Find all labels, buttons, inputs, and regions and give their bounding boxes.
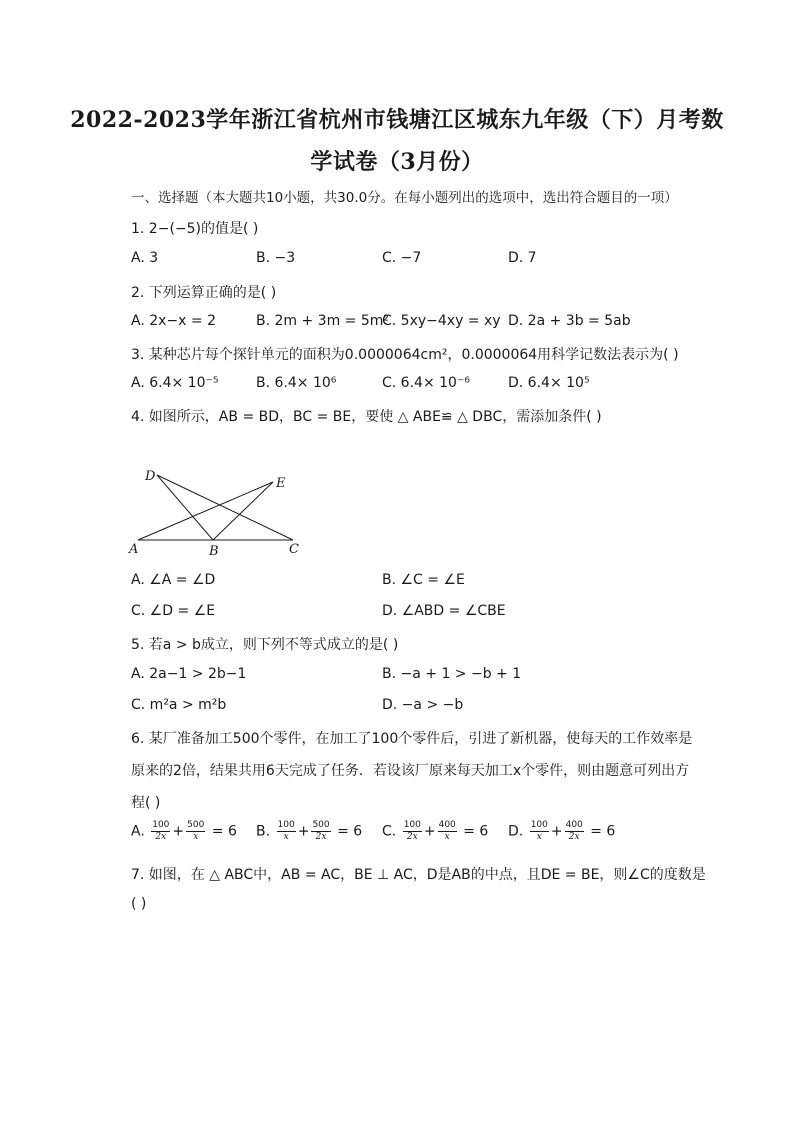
q6-option-a: A. $\frac{100}{2x}$ + $\frac{500}{x}$ = 6 (131, 820, 237, 842)
question-6-stem-line-3: 程( ) (131, 795, 161, 811)
label-d: D (145, 469, 156, 484)
rhs: = 6 (211, 823, 237, 840)
question-5-stem: 5. 若a > b成立，则下列不等式成立的是( ) (131, 637, 399, 653)
label-a: A (129, 542, 139, 557)
q1-option-c: C. −7 (382, 250, 422, 266)
denominator: x (444, 832, 450, 842)
denominator: 2x (315, 832, 327, 842)
numerator: 400 (438, 820, 456, 830)
q2-option-b: B. 2m + 3m = 5m² (256, 313, 390, 329)
label-e: E (276, 476, 286, 491)
q4-option-a: A. ∠A = ∠D (131, 572, 216, 588)
triangle-figure (125, 460, 315, 560)
label-c: C (289, 542, 299, 557)
segment-db (157, 475, 213, 540)
fraction (565, 820, 584, 843)
q6-a-label: A. (131, 823, 145, 840)
numerator: 100 (530, 820, 548, 830)
fraction (438, 820, 457, 843)
q3-option-c: C. 6.4× 10⁻⁶ (382, 375, 470, 391)
fraction (186, 820, 205, 843)
q2-option-d: D. 2a + 3b = 5ab (508, 313, 631, 329)
fraction (277, 820, 296, 843)
segment-dc (157, 475, 293, 540)
q1-option-a: A. 3 (131, 250, 159, 266)
page-title-line-2: 学试卷（3月份） (310, 149, 484, 175)
section-heading: 一、选择题（本大题共10小题，共30.0分。在每小题列出的选项中，选出符合题目的一项） (131, 190, 678, 206)
denominator: 2x (406, 832, 418, 842)
page-title-line-1: 2022-2023学年浙江省杭州市钱塘江区城东九年级（下）月考数 (70, 107, 724, 133)
q3-option-a: A. 6.4× 10⁻⁵ (131, 375, 219, 391)
q2-option-a: A. 2x−x = 2 (131, 313, 216, 329)
rhs: = 6 (463, 823, 489, 840)
numerator: 400 (565, 820, 583, 830)
question-6-stem-line-2: 原来的2倍，结果共用6天完成了任务．若设该厂原来每天加工x个零件，则由题意可列出方 (131, 763, 690, 779)
q6-c-label: C. (382, 823, 397, 840)
q5-option-d: D. −a > −b (382, 697, 464, 713)
question-1-stem: 1. 2−(−5)的值是( ) (131, 221, 259, 237)
fraction (151, 820, 170, 843)
numerator: 500 (312, 820, 330, 830)
q5-option-a: A. 2a−1 > 2b−1 (131, 666, 247, 682)
q1-option-d: D. 7 (508, 250, 537, 266)
denominator: x (283, 832, 289, 842)
denominator: 2x (568, 832, 580, 842)
q6-option-d: D. $\frac{100}{x}$ + $\frac{400}{2x}$ = 6 (508, 820, 616, 842)
q4-option-c: C. ∠D = ∠E (131, 603, 216, 619)
q4-option-d: D. ∠ABD = ∠CBE (382, 603, 506, 619)
fraction (530, 820, 549, 843)
fraction (311, 820, 330, 843)
question-7-stem-line-1: 7. 如图，在 △ ABC中，AB = AC，BE ⊥ AC，D是AB的中点，且DE = BE，则∠C的度数是 (131, 867, 706, 883)
label-b: B (209, 544, 219, 559)
q5-option-c: C. m²a > m²b (131, 697, 227, 713)
rhs: = 6 (337, 823, 363, 840)
denominator: x (536, 832, 542, 842)
numerator: 100 (152, 820, 170, 830)
q3-option-b: B. 6.4× 10⁶ (256, 375, 337, 391)
q6-b-label: B. (256, 823, 271, 840)
rhs: = 6 (590, 823, 616, 840)
denominator: x (193, 832, 199, 842)
question-2-stem: 2. 下列运算正确的是( ) (131, 285, 277, 301)
question-4-stem: 4. 如图所示，AB = BD，BC = BE，要使 △ ABE≌ △ DBC，需添加条件( ) (131, 409, 602, 425)
question-6-stem-line-1: 6. 某厂准备加工500个零件，在加工了100个零件后，引进了新机器，使每天的工作效率是 (131, 731, 693, 747)
denominator: 2x (155, 832, 167, 842)
numerator: 500 (187, 820, 205, 830)
question-7-stem-line-2: ( ) (131, 896, 147, 912)
q6-option-c: C. $\frac{100}{2x}$ + $\frac{400}{x}$ = 6 (382, 820, 489, 842)
q4-option-b: B. ∠C = ∠E (382, 572, 465, 588)
q5-option-b: B. −a + 1 > −b + 1 (382, 666, 522, 682)
q6-d-label: D. (508, 823, 524, 840)
segment-be (213, 482, 273, 540)
numerator: 100 (403, 820, 421, 830)
question-3-stem: 3. 某种芯片每个探针单元的面积为0.0000064cm²，0.0000064用科学记数法表示为( ) (131, 347, 679, 363)
numerator: 100 (277, 820, 295, 830)
fraction (403, 820, 422, 843)
q1-option-b: B. −3 (256, 250, 296, 266)
q6-option-b: B. $\frac{100}{x}$ + $\frac{500}{2x}$ = 6 (256, 820, 363, 842)
q3-option-d: D. 6.4× 10⁵ (508, 375, 590, 391)
q2-option-c: C. 5xy−4xy = xy (382, 313, 501, 329)
